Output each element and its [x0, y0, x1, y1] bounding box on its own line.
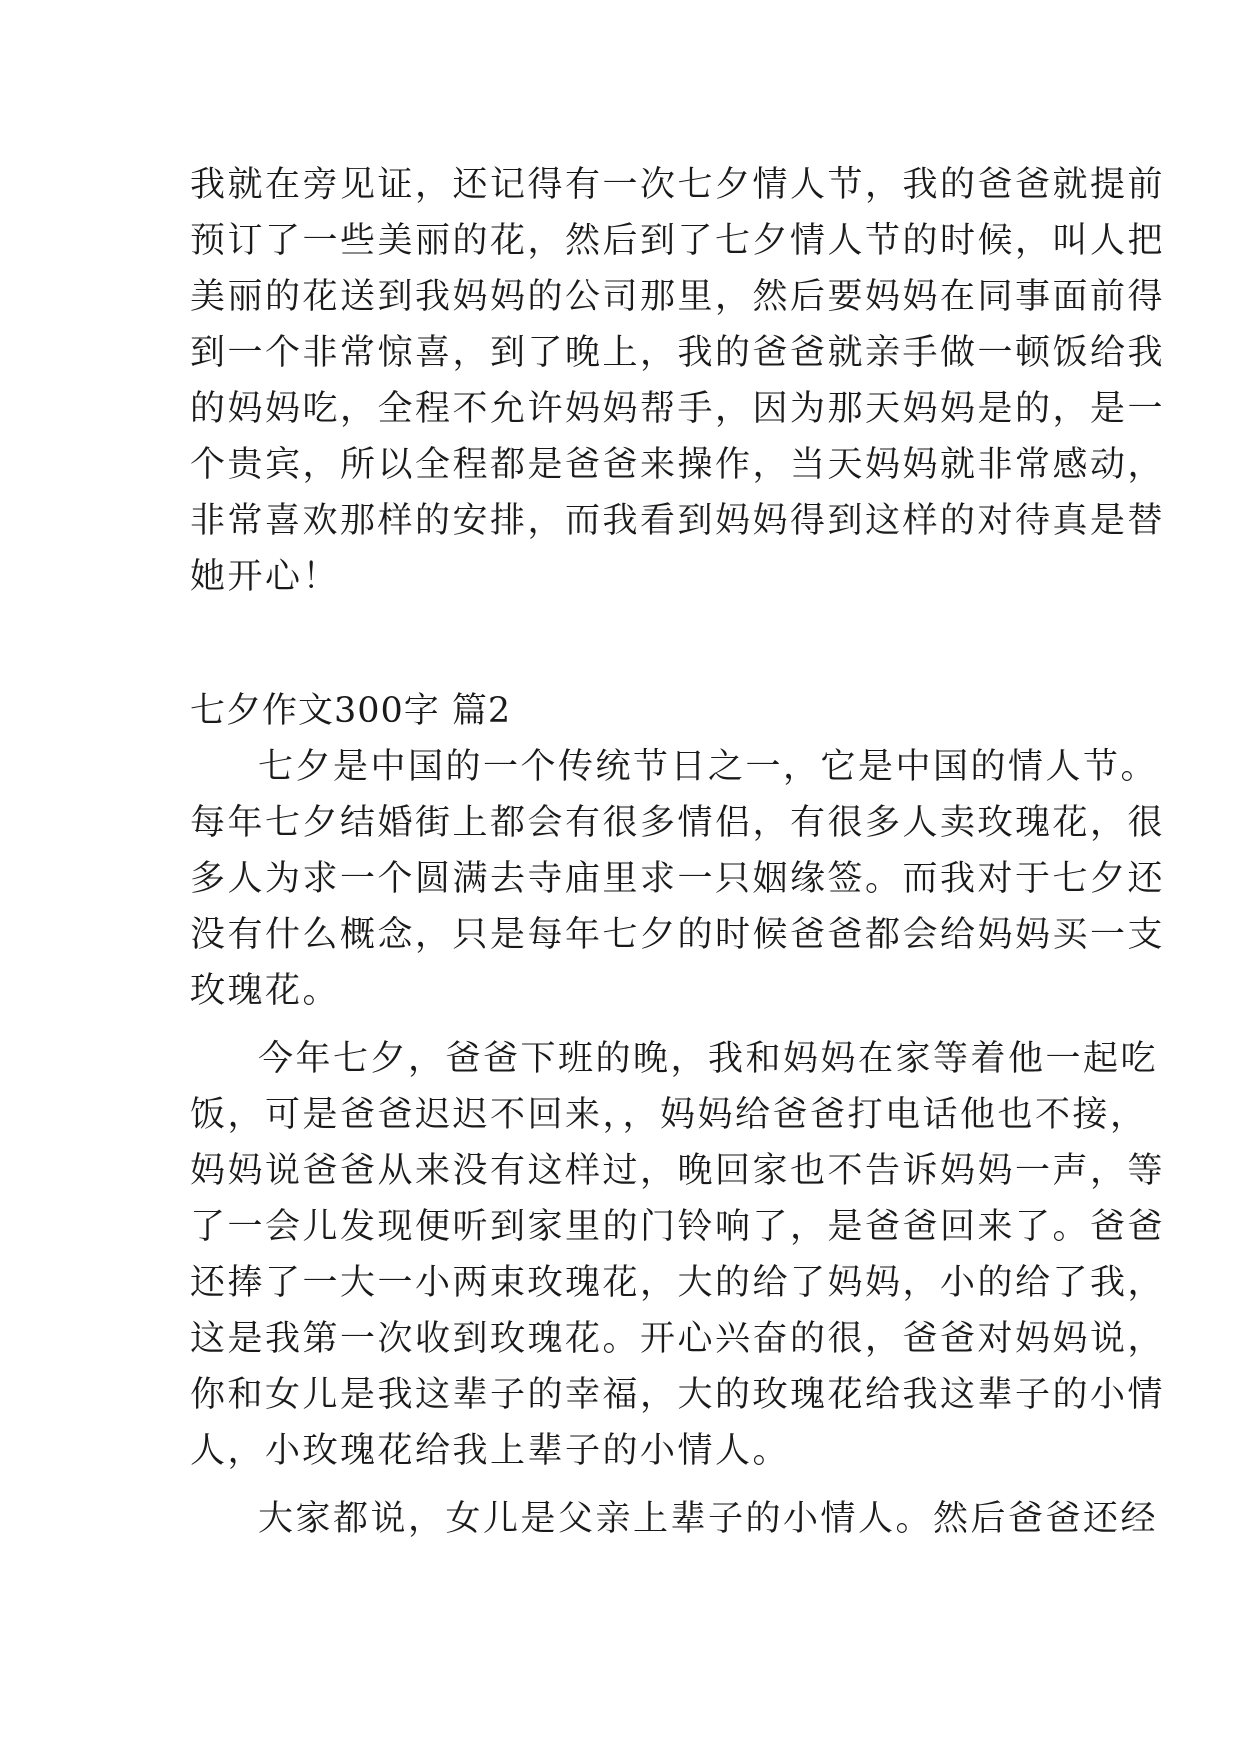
text-line: 预订了一些美丽的花，然后到了七夕情人节的时候，叫人把 [190, 221, 1166, 261]
text-line: 我就在旁见证，还记得有一次七夕情人节，我的爸爸就提前 [190, 165, 1166, 205]
text-line: 饭，可是爸爸迟迟不回来，，妈妈给爸爸打电话他也不接， [190, 1095, 1148, 1135]
text-line: 多人为求一个圆满去寺庙里求一只姻缘签。而我对于七夕还 [190, 859, 1166, 899]
text-line: 今年七夕，爸爸下班的晚，我和妈妈在家等着他一起吃 [258, 1039, 1159, 1079]
text-line: 没有什么概念，只是每年七夕的时候爸爸都会给妈妈买一支 [190, 915, 1166, 955]
text-line: 她开心！ [190, 557, 341, 597]
text-line: 每年七夕结婚街上都会有很多情侣，有很多人卖玫瑰花，很 [190, 803, 1166, 843]
text-line: 了一会儿发现便听到家里的门铃响了，是爸爸回来了。爸爸 [190, 1207, 1166, 1247]
text-line: 妈妈说爸爸从来没有这样过，晚回家也不告诉妈妈一声，等 [190, 1151, 1166, 1191]
text-line: 个贵宾，所以全程都是爸爸来操作，当天妈妈就非常感动， [190, 445, 1166, 485]
text-line: 到一个非常惊喜，到了晚上，我的爸爸就亲手做一顿饭给我 [190, 333, 1166, 373]
section-heading: 七夕作文300字 篇2 [190, 691, 512, 731]
text-line: 七夕是中国的一个传统节日之一，它是中国的情人节。 [258, 747, 1159, 787]
text-line: 这是我第一次收到玫瑰花。开心兴奋的很，爸爸对妈妈说， [190, 1319, 1166, 1359]
text-line: 人，小玫瑰花给我上辈子的小情人。 [190, 1431, 791, 1471]
text-line: 你和女儿是我这辈子的幸福，大的玫瑰花给我这辈子的小情 [190, 1375, 1166, 1415]
text-line: 玫瑰花。 [190, 971, 341, 1011]
text-line: 大家都说，女儿是父亲上辈子的小情人。然后爸爸还经 [258, 1499, 1159, 1539]
text-line: 的妈妈吃，全程不允许妈妈帮手，因为那天妈妈是的，是一 [190, 389, 1166, 429]
text-line: 美丽的花送到我妈妈的公司那里，然后要妈妈在同事面前得 [190, 277, 1166, 317]
text-line: 非常喜欢那样的安排，而我看到妈妈得到这样的对待真是替 [190, 501, 1166, 541]
text-line: 还捧了一大一小两束玫瑰花，大的给了妈妈，小的给了我， [190, 1263, 1166, 1303]
